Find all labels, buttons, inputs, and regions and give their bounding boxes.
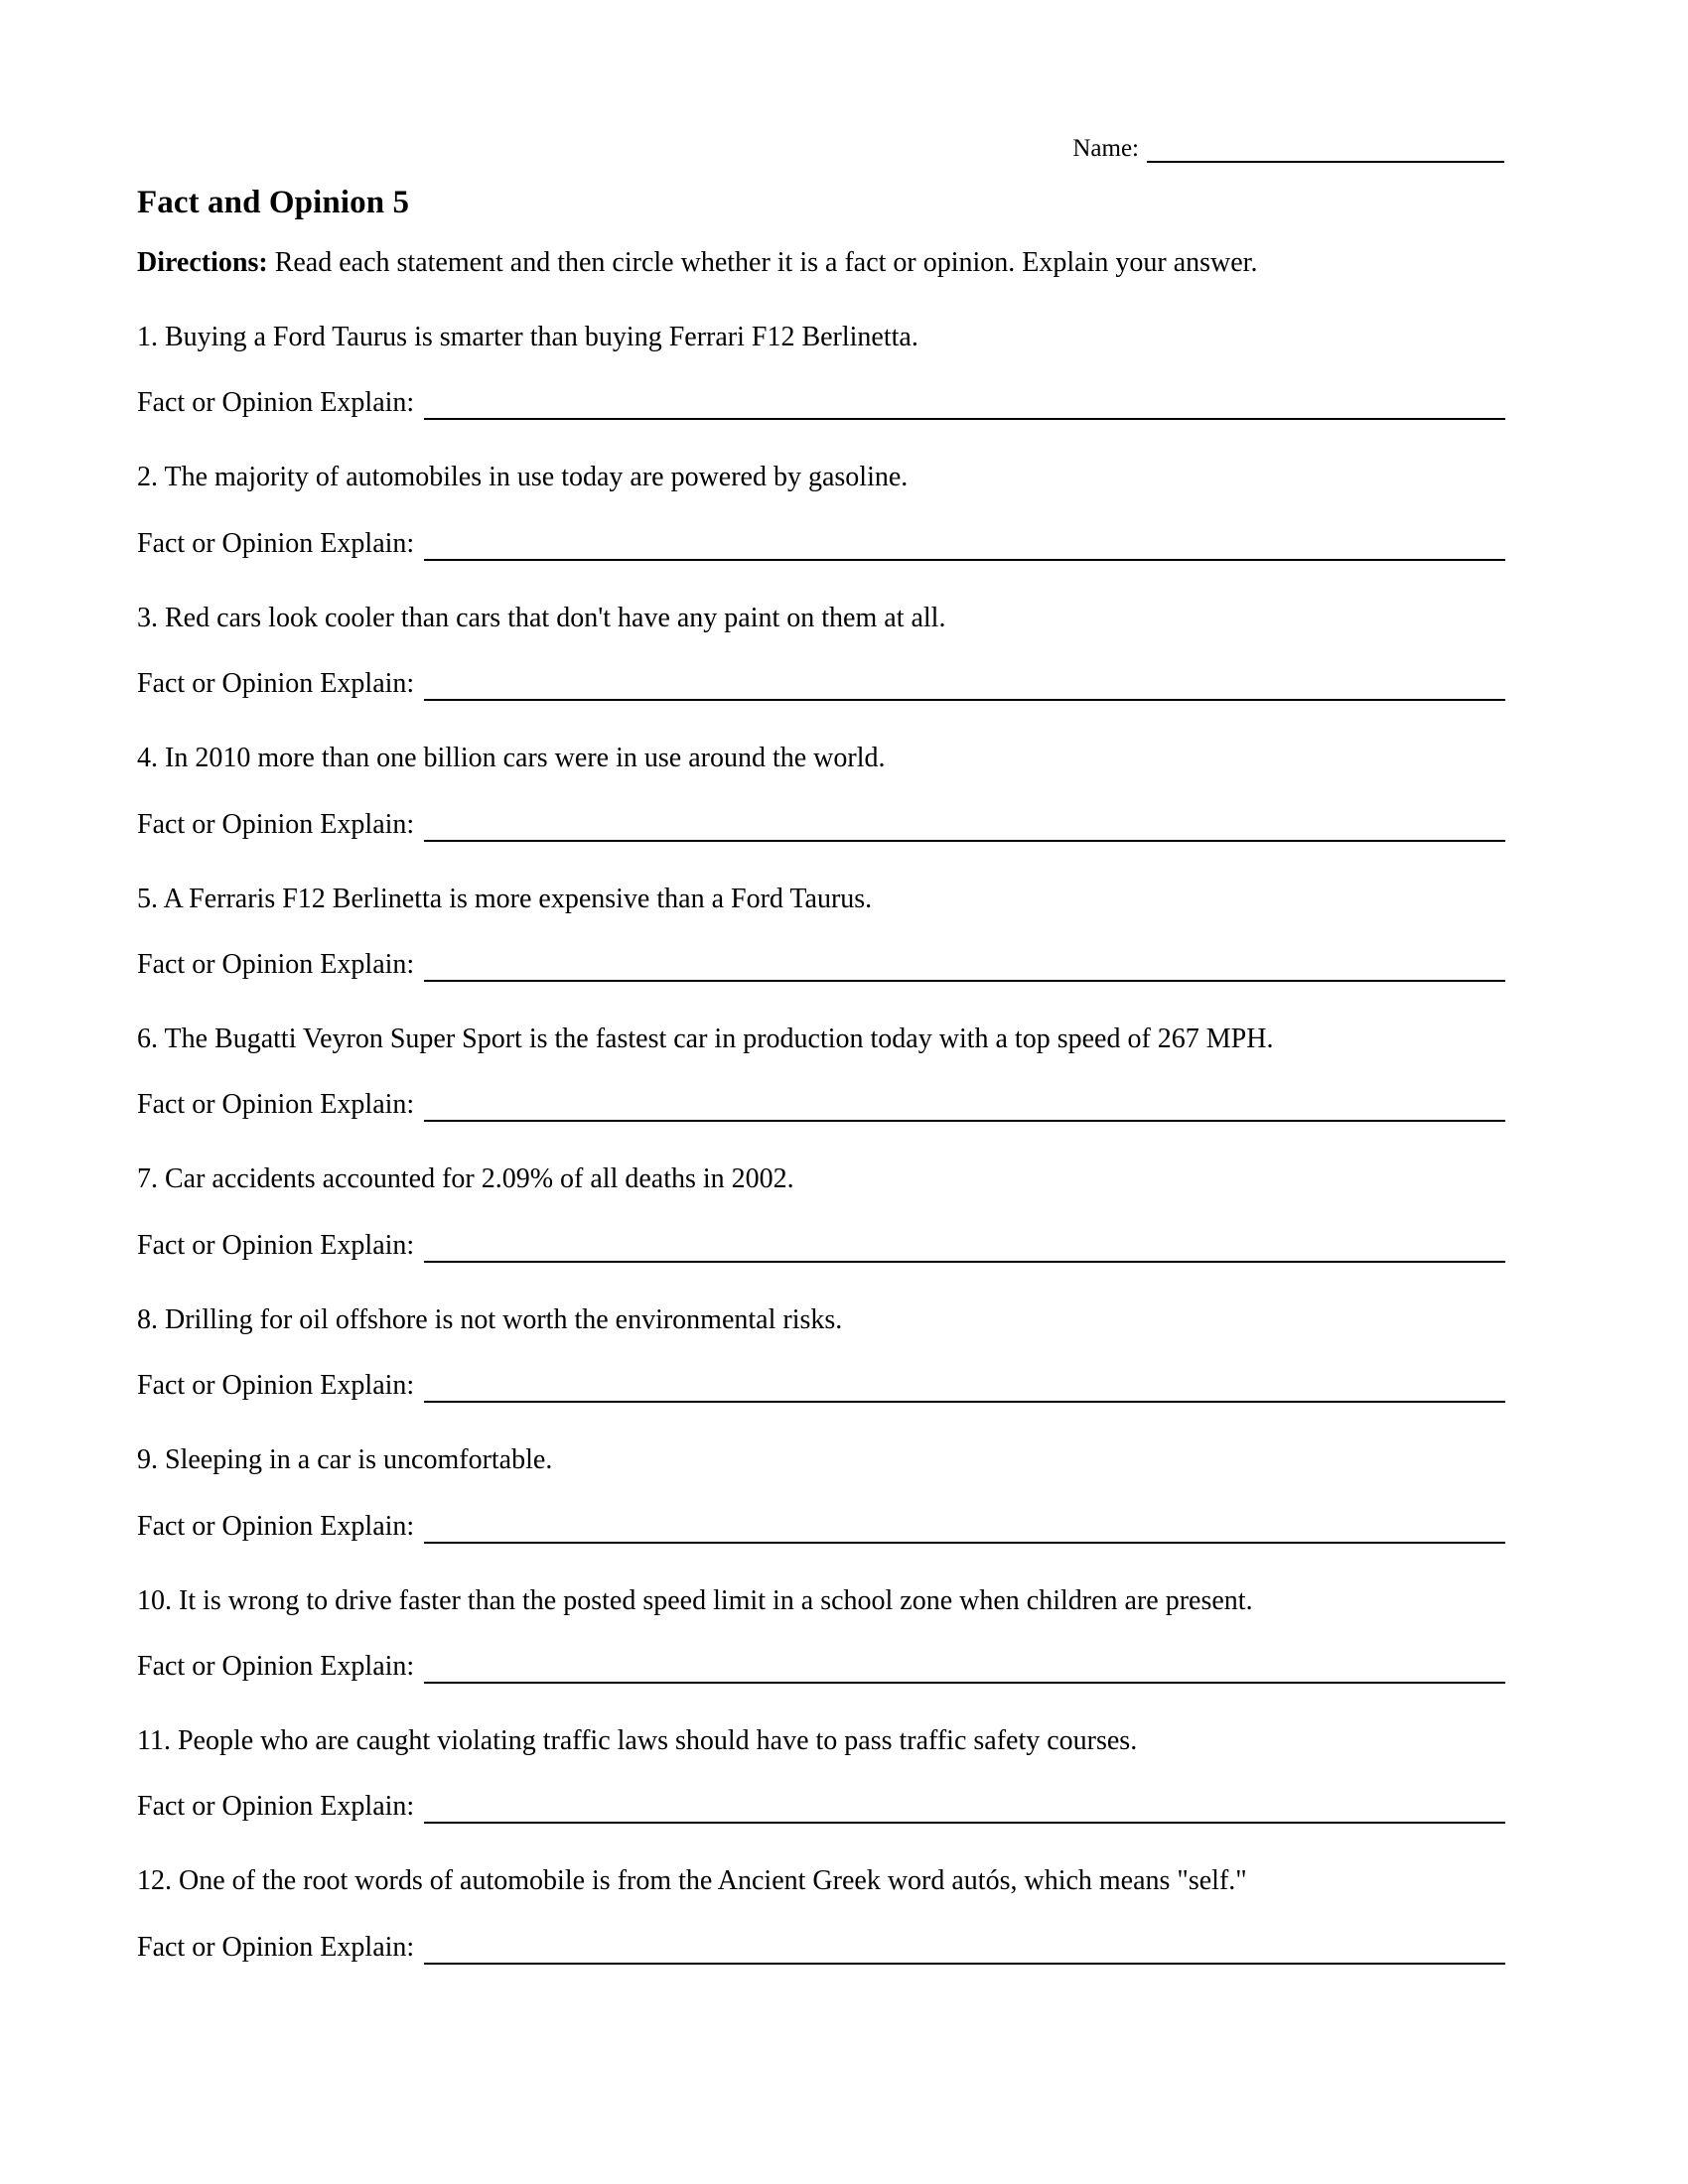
question-text (137, 1022, 1512, 1057)
question-statement: In 2010 more than one billion cars were in use around the world. (165, 743, 886, 774)
question-text (137, 1161, 1512, 1197)
question-item (137, 1161, 1512, 1262)
fact-or-opinion-prompt[interactable]: Fact or Opinion Explain: (137, 387, 415, 419)
question-statement: Red cars look cooler than cars that don't have any paint on them at all. (165, 602, 946, 633)
explain-blank[interactable] (424, 1518, 1505, 1544)
question-number: 3. (137, 602, 158, 633)
question-number: 8. (137, 1303, 158, 1335)
name-label: Name: (1072, 135, 1139, 162)
answer-row (137, 948, 1505, 982)
explain-blank[interactable] (424, 1658, 1505, 1684)
answer-row (137, 1510, 1505, 1544)
page-title: Fact and Opinion 5 (137, 185, 410, 220)
question-item (137, 741, 1512, 841)
question-statement: Sleeping in a car is uncomfortable. (165, 1444, 553, 1476)
question-item (137, 1863, 1512, 1964)
fact-or-opinion-prompt[interactable]: Fact or Opinion Explain: (137, 527, 415, 559)
explain-blank[interactable] (424, 816, 1505, 842)
fact-or-opinion-prompt[interactable]: Fact or Opinion Explain: (137, 808, 415, 840)
question-number: 10. (137, 1584, 172, 1616)
question-number: 9. (137, 1444, 158, 1476)
question-item (137, 882, 1512, 982)
fact-or-opinion-prompt[interactable]: Fact or Opinion Explain: (137, 1370, 415, 1402)
question-item (137, 1022, 1512, 1122)
question-statement: The majority of automobiles in use today are powered by gasoline. (164, 462, 909, 493)
fact-or-opinion-prompt[interactable]: Fact or Opinion Explain: (137, 1089, 415, 1121)
answer-row (137, 670, 1505, 701)
question-number: 12. (137, 1865, 172, 1897)
fact-or-opinion-prompt[interactable]: Fact or Opinion Explain: (137, 1650, 415, 1682)
question-text (137, 1583, 1512, 1619)
fact-or-opinion-prompt[interactable]: Fact or Opinion Explain: (137, 1510, 415, 1542)
answer-row (137, 527, 1505, 561)
question-item (137, 460, 1512, 560)
question-item (137, 1442, 1512, 1543)
question-text (137, 882, 1512, 917)
directions (137, 245, 1512, 280)
question-statement: The Bugatti Veyron Super Sport is the fastest car in production today with a top speed of 267 MPH. (164, 1023, 1274, 1054)
explain-blank[interactable] (424, 956, 1505, 982)
question-statement: A Ferraris F12 Berlinetta is more expensive than a Ford Taurus. (163, 883, 873, 914)
question-item (137, 601, 1512, 701)
question-text (137, 601, 1512, 636)
question-statement: It is wrong to drive faster than the posted speed limit in a school zone when children are present. (179, 1584, 1253, 1616)
question-text (137, 1863, 1512, 1899)
explain-blank[interactable] (424, 1798, 1505, 1824)
fact-or-opinion-prompt[interactable]: Fact or Opinion Explain: (137, 668, 415, 700)
question-number: 4. (137, 743, 158, 774)
explain-blank[interactable] (424, 394, 1505, 420)
question-item (137, 320, 1512, 420)
fact-or-opinion-prompt[interactable]: Fact or Opinion Explain: (137, 1229, 415, 1261)
question-item (137, 1723, 1512, 1824)
question-text (137, 741, 1512, 776)
answer-row (137, 389, 1505, 420)
fact-or-opinion-prompt[interactable]: Fact or Opinion Explain: (137, 1931, 415, 1963)
answer-row (137, 1229, 1505, 1263)
answer-row (137, 1931, 1505, 1965)
name-input-blank[interactable] (1147, 135, 1504, 163)
directions-label: Directions: (137, 247, 268, 278)
explain-blank[interactable] (424, 1237, 1505, 1263)
question-number: 5. (137, 883, 158, 914)
fact-or-opinion-prompt[interactable]: Fact or Opinion Explain: (137, 948, 415, 980)
question-number: 6. (137, 1023, 158, 1054)
answer-row (137, 1650, 1505, 1684)
answer-row (137, 1372, 1505, 1403)
question-text (137, 1302, 1512, 1338)
explain-blank[interactable] (424, 1377, 1505, 1403)
question-statement: People who are caught violating traffic laws should have to pass traffic safety courses. (177, 1724, 1138, 1756)
question-item (137, 1583, 1512, 1684)
answer-row (137, 1091, 1505, 1122)
question-number: 2. (137, 462, 158, 493)
answer-row (137, 808, 1505, 842)
question-statement: One of the root words of automobile is from the Ancient Greek word autós, which means "self." (179, 1865, 1247, 1897)
name-field-row (137, 0, 1512, 163)
explain-blank[interactable] (424, 1939, 1505, 1965)
question-number: 11. (137, 1724, 171, 1756)
explain-blank[interactable] (424, 535, 1505, 561)
question-number: 7. (137, 1163, 158, 1195)
question-number: 1. (137, 322, 158, 352)
explain-blank[interactable] (424, 1096, 1505, 1122)
fact-or-opinion-prompt[interactable]: Fact or Opinion Explain: (137, 1791, 415, 1823)
explain-blank[interactable] (424, 675, 1505, 701)
question-statement: Car accidents accounted for 2.09% of all deaths in 2002. (165, 1163, 794, 1195)
question-text (137, 1442, 1512, 1478)
answer-row (137, 1793, 1505, 1824)
question-statement: Buying a Ford Taurus is smarter than buying Ferrari F12 Berlinetta. (165, 322, 918, 352)
question-item (137, 1302, 1512, 1403)
question-text (137, 460, 1512, 495)
question-text (137, 1723, 1512, 1759)
directions-text: Read each statement and then circle whether it is a fact or opinion. Explain your answer. (267, 247, 1258, 278)
question-text (137, 320, 1512, 355)
question-statement: Drilling for oil offshore is not worth the environmental risks. (165, 1303, 843, 1335)
worksheet-body (137, 0, 1512, 1965)
